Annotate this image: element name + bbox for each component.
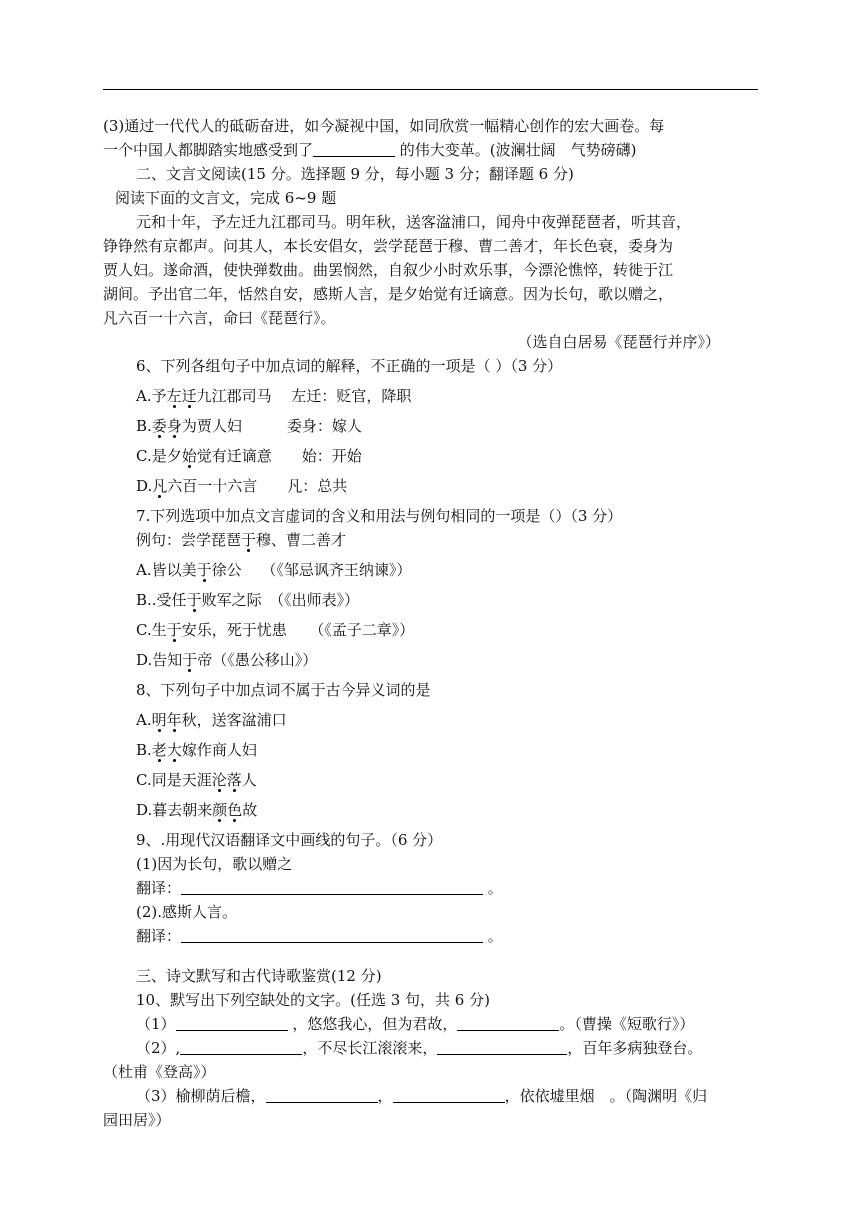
q10-item-3-source: 园田居》） [103, 1111, 171, 1129]
q6-option-a[interactable]: A.予左迁九江郡司马 左迁：贬官，降职 [136, 387, 412, 405]
q6-option-b[interactable]: B.委身为贾人妇 委身：嫁人 [136, 417, 362, 435]
q3-answer-blank[interactable] [313, 140, 395, 157]
section2-instruction: 阅读下面的文言文，完成 6~9 题 [115, 189, 337, 207]
q8-stem: 8、下列句子中加点词不属于古今异义词的是 [136, 681, 431, 699]
q8-option-d[interactable]: D.暮去朝来颜色故 [136, 801, 258, 819]
section2-heading: 二、文言文阅读(15 分。选择题 9 分，每小题 3 分；翻译题 6 分) [136, 165, 574, 183]
q8-option-b[interactable]: B.老大嫁作商人妇 [136, 741, 257, 759]
q3-line-1: (3)通过一代代人的砥砺奋进，如今凝视中国，如同欣赏一幅精心创作的宏大画卷。每 [103, 117, 665, 135]
q7-option-a[interactable]: A.皆以美于徐公 （《邹忌讽齐王纳谏》） [136, 561, 412, 579]
q10-item-3: （3）榆柳荫后檐， ， ，依依墟里烟 。（陶渊明《归 [136, 1087, 708, 1105]
q7-example: 例句：尝学琵琶于穆、曹二善才 [136, 531, 347, 549]
passage-source: （选自白居易《琵琶行并序》） [517, 333, 720, 351]
q10-blank-3a[interactable] [266, 1086, 378, 1103]
q7-option-d[interactable]: D.告知于帝（《愚公移山》） [136, 651, 318, 669]
exam-content [103, 114, 758, 1132]
q10-blank-2a[interactable] [180, 1038, 302, 1055]
q10-item-1: （1） ，悠悠我心，但为君故， 。（曹操《短歌行》） [136, 1015, 695, 1033]
q7-option-b[interactable]: B..受任于败军之际 （《出师表》） [136, 591, 360, 609]
q10-stem: 10、默写出下列空缺处的文字。(任选 3 句，共 6 分) [136, 991, 490, 1009]
header-rule [103, 89, 758, 90]
q9-translation-1-blank[interactable] [181, 878, 483, 895]
q7-option-c[interactable]: C.生于安乐，死于忧患 （《孟子二章》） [136, 621, 415, 639]
q6-stem: 6、下列各组句子中加点词的解释，不正确的一项是（ ）（3 分） [136, 357, 563, 375]
q10-blank-1a[interactable] [176, 1014, 288, 1031]
q10-blank-3b[interactable] [393, 1086, 505, 1103]
q9-sentence-1: (1)因为长句，歌以赠之 [136, 855, 293, 873]
q9-translation-2-blank[interactable] [181, 926, 483, 943]
q9-translation-1: 翻译： 。 [136, 879, 503, 897]
q6-option-d[interactable]: D.凡六百一十六言 凡：总共 [136, 477, 348, 495]
q8-option-a[interactable]: A.明年秋，送客湓浦口 [136, 711, 287, 729]
q9-sentence-2: (2).感斯人言。 [136, 903, 238, 921]
q10-item-2-source: （杜甫《登高》） [103, 1063, 216, 1081]
passage-line-4: 湖间。予出官二年，恬然自安，感斯人言，是夕始觉有迁谪意。因为长句，歌以赠之， [103, 285, 674, 303]
passage-line-1: 元和十年，予左迁九江郡司马。明年秋，送客湓浦口，闻舟中夜弹琵琶者，听其音， [136, 213, 692, 231]
q10-blank-2b[interactable] [437, 1038, 567, 1055]
q6-option-c[interactable]: C.是夕始觉有迁谪意 始：开始 [136, 447, 362, 465]
q8-option-c[interactable]: C.同是天涯沦落人 [136, 771, 257, 789]
q9-translation-2: 翻译： 。 [136, 927, 503, 945]
passage-line-3: 贾人妇。遂命酒，使快弹数曲。曲罢悯然，自叙少小时欢乐事，今漂沦憔悴，转徙于江 [103, 261, 674, 279]
q10-blank-1b[interactable] [457, 1014, 559, 1031]
passage-line-5: 凡六百一十六言，命曰《琵琶行》。 [103, 309, 336, 327]
passage-line-2: 铮铮然有京都声。问其人，本长安倡女，尝学琵琶于穆、曹二善才，年长色衰，委身为 [103, 237, 674, 255]
section3-heading: 三、诗文默写和古代诗歌鉴赏(12 分) [136, 967, 382, 985]
q7-stem: 7.下列选项中加点文言虚词的含义和用法与例句相同的一项是（）（3 分） [136, 507, 623, 525]
q10-item-2: （2）, ，不尽长江滚滚来， ，百年多病独登台。 [136, 1039, 703, 1057]
q3-line-2: 一个中国人都脚踏实地感受到了 的伟大变革。(波澜壮阔 气势磅礴) [103, 141, 637, 159]
q9-stem: 9、.用现代汉语翻译文中画线的句子。（6 分） [136, 831, 443, 849]
